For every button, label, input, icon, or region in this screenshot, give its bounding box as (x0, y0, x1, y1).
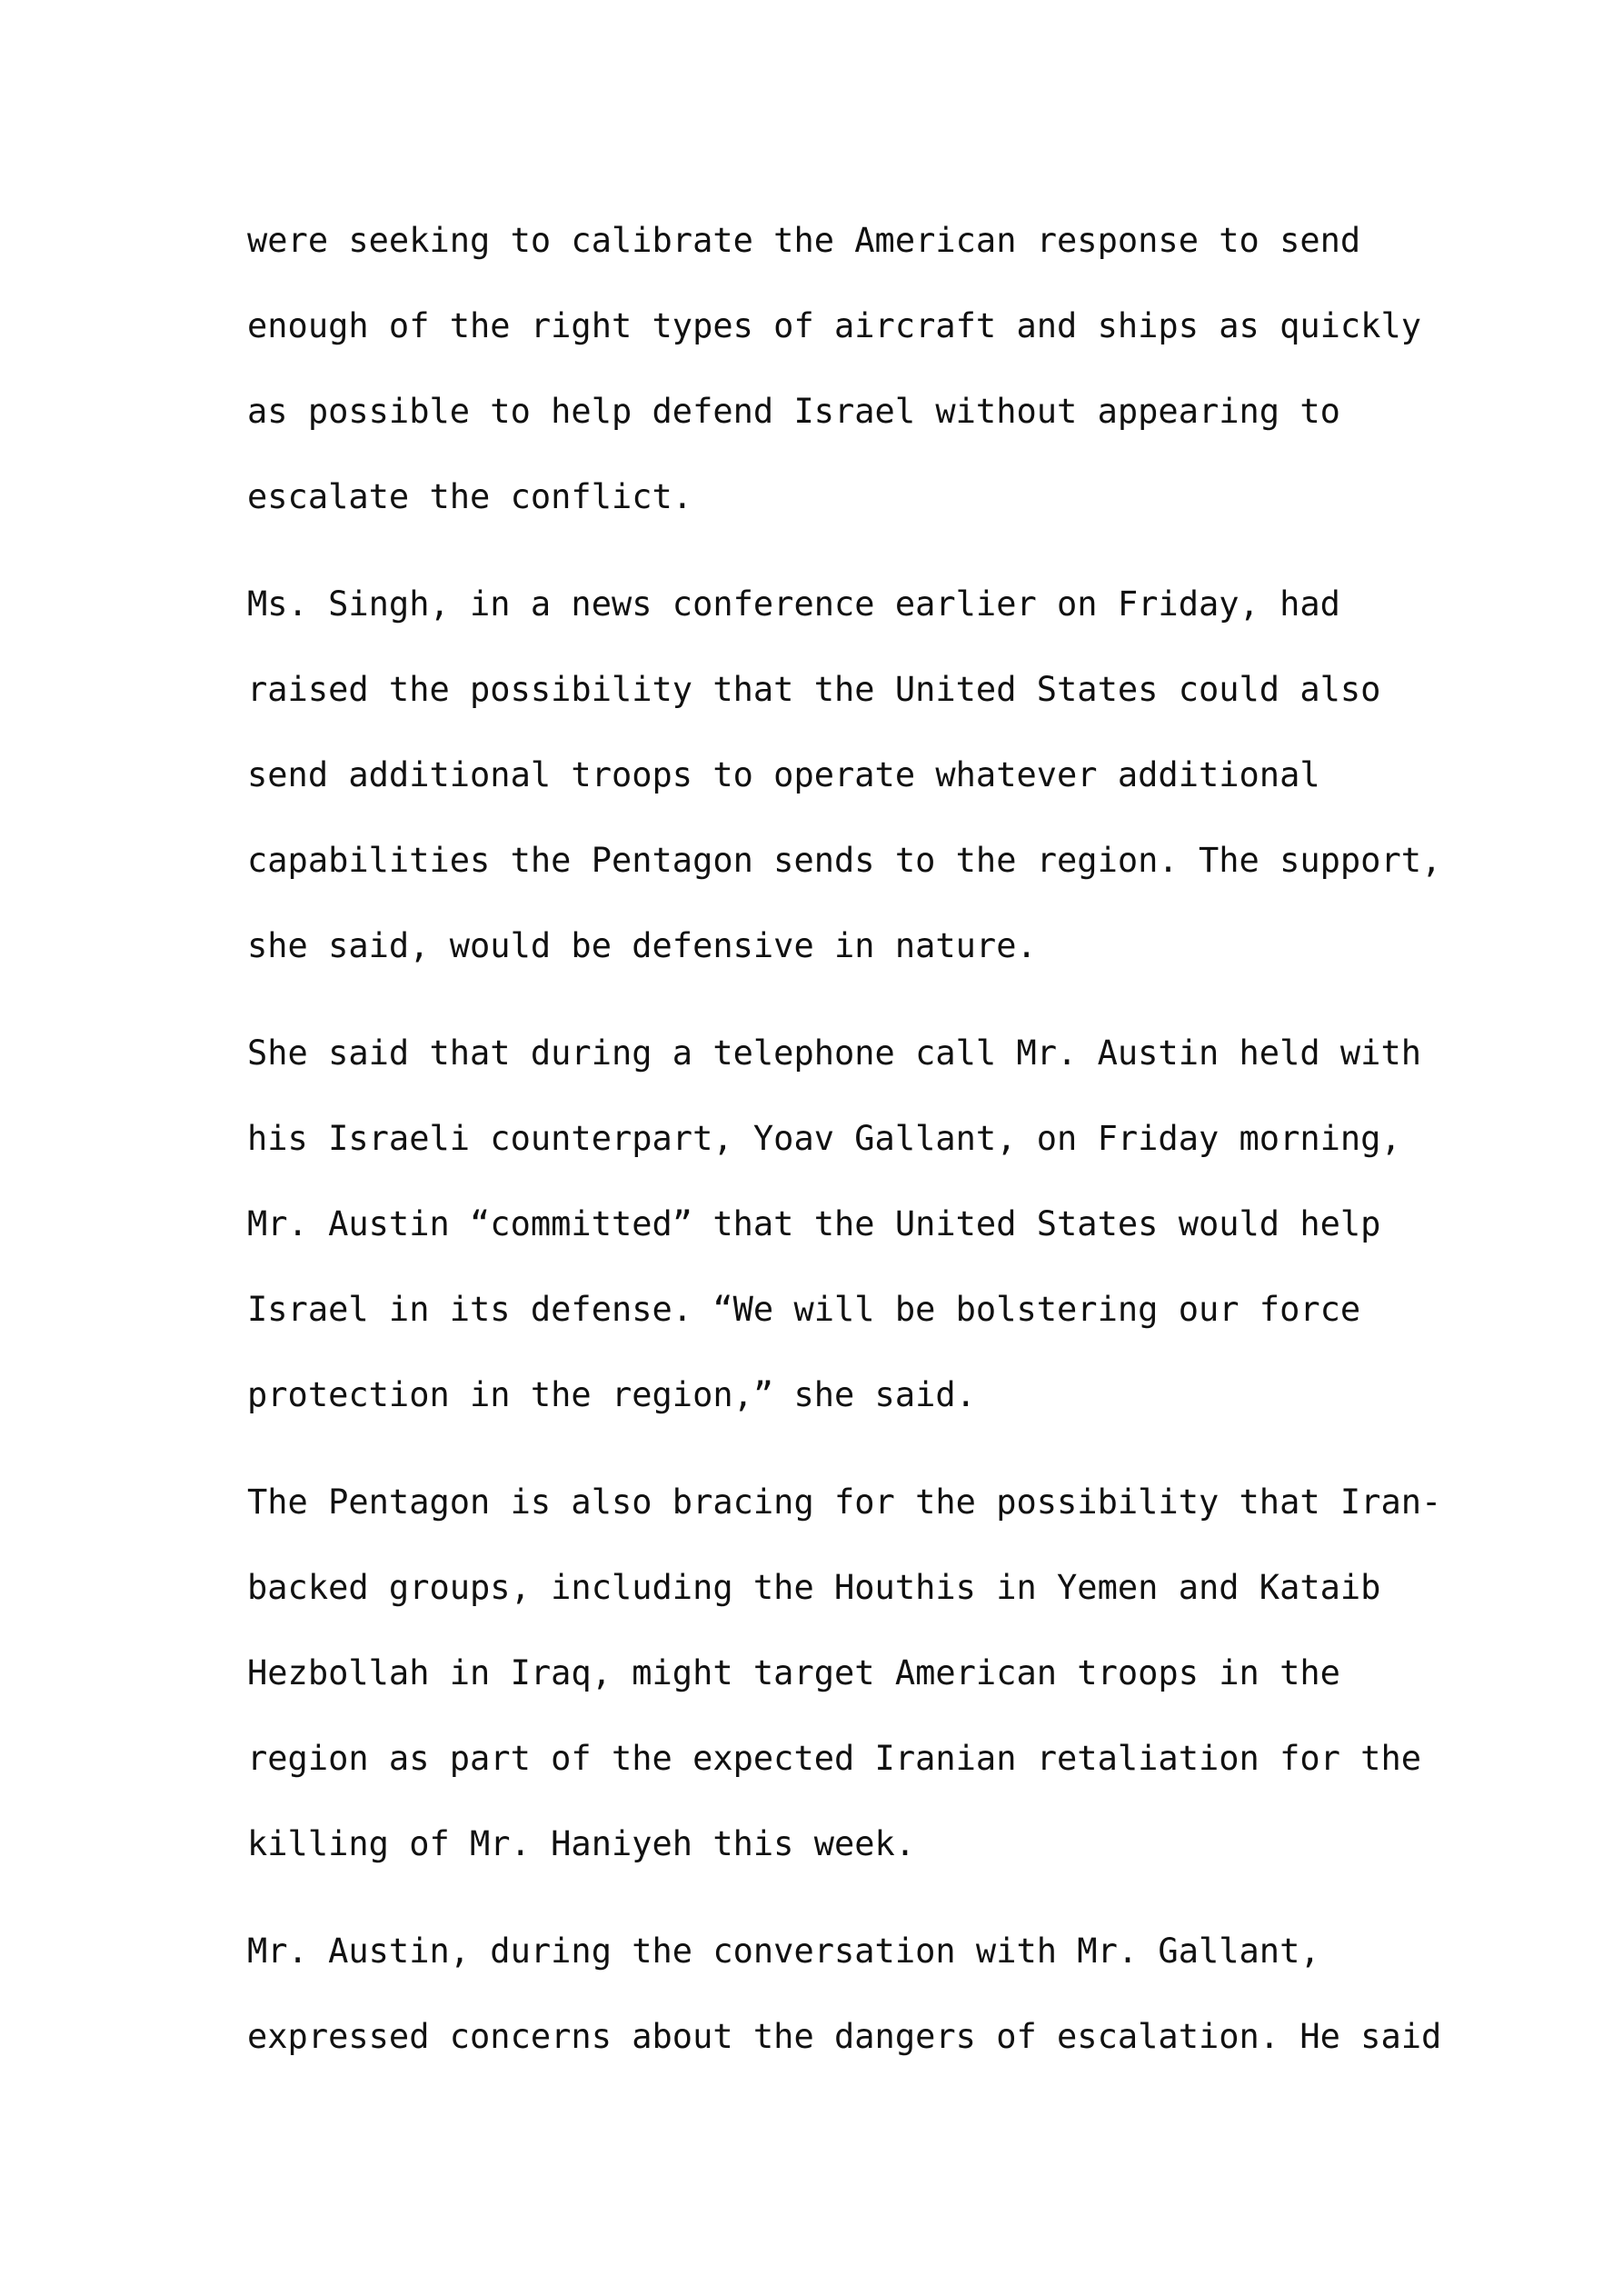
text-line: Mr. Austin “committed” that the United States would help (247, 1204, 1381, 1243)
text-line: escalate the conflict. (247, 477, 693, 516)
text-line: The Pentagon is also bracing for the possibility that Iran- (247, 1482, 1442, 1522)
text-line: region as part of the expected Iranian retaliation for the (247, 1739, 1422, 1778)
article-body (247, 211, 1442, 2114)
text-line: capabilities the Pentagon sends to the region. The support, (247, 841, 1442, 880)
text-line: enough of the right types of aircraft and ships as quickly (247, 306, 1422, 345)
paragraph (247, 211, 1429, 553)
text-line: were seeking to calibrate the American response to send (247, 221, 1361, 260)
text-line: raised the possibility that the United States could also (247, 670, 1381, 709)
text-line: killing of Mr. Haniyeh this week. (247, 1824, 916, 1863)
text-line: protection in the region,” she said. (247, 1375, 976, 1414)
text-line: backed groups, including the Houthis in Yemen and Kataib (247, 1568, 1381, 1607)
paragraph (247, 574, 1442, 1002)
text-line: Ms. Singh, in a news conference earlier on Friday, had (247, 584, 1340, 624)
paragraph (247, 1023, 1429, 1451)
text-line: Israel in its defense. “We will be bolstering our force (247, 1290, 1361, 1329)
text-line: expressed concerns about the dangers of escalation. He said (247, 2017, 1442, 2056)
text-line: Mr. Austin, during the conversation with Mr. Gallant, (247, 1932, 1320, 1971)
text-line: she said, would be defensive in nature. (247, 926, 1037, 965)
text-line: She said that during a telephone call Mr. Austin held with (247, 1033, 1422, 1073)
text-line: Hezbollah in Iraq, might target American troops in the (247, 1653, 1340, 1692)
paragraph (247, 1472, 1442, 1900)
text-line: his Israeli counterpart, Yoav Gallant, on Friday morning, (247, 1119, 1401, 1158)
text-line: as possible to help defend Israel without appearing to (247, 392, 1340, 431)
paragraph (247, 1922, 1442, 2092)
text-line: send additional troops to operate whatever additional (247, 755, 1320, 794)
